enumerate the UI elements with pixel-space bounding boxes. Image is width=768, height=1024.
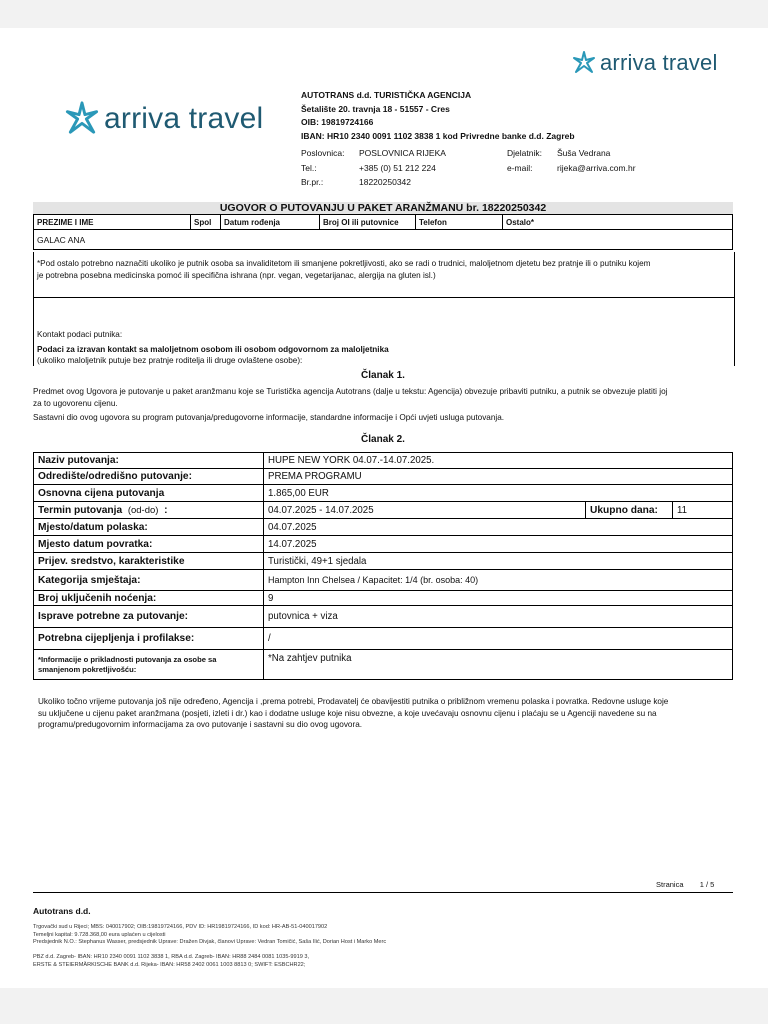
passenger-name: GALAC ANA xyxy=(34,230,733,250)
return-value: 14.07.2025 xyxy=(264,536,733,553)
col-gender: Spol xyxy=(191,215,221,230)
col-id-number: Broj OI ili putovnice xyxy=(320,215,416,230)
special-needs-note: *Pod ostalo potrebno naznačiti ukoliko je putnik osoba sa invaliditetom ili smanjene pokretljivosti, ako se radi o trudnici, maloljetnom djetetu bez pratnje ili o putniku kojem je potrebna posebna medicinska pomoć ili specifična ishrana (npr. vegan, vegetarijanac, alergija na gluten isl.) xyxy=(37,259,651,280)
vaccination-value: / xyxy=(264,628,733,650)
documents-label: Isprave potrebne za putovanje: xyxy=(34,606,264,628)
employee-value: Šuša Vedrana xyxy=(557,148,611,158)
page-value: 1 / 5 xyxy=(699,880,715,889)
vaccination-label: Potrebna cijepljenja i profilakse: xyxy=(34,628,264,650)
minor-contact-title: Podaci za izravan kontakt sa maloljetnom osobom ili osobom odgovornom za maloljetnika xyxy=(37,345,389,354)
email-value[interactable]: rijeka@arriva.com.hr xyxy=(557,162,636,173)
agency-iban: IBAN: HR10 2340 0091 1102 3838 1 kod Privredne banke d.d. Zagreb xyxy=(301,130,575,141)
table-row xyxy=(34,606,733,628)
arriva-star-icon xyxy=(572,50,596,76)
employee-label: Djelatnik: xyxy=(507,148,542,158)
departure-value: 04.07.2025 xyxy=(264,519,733,536)
table-row xyxy=(34,536,733,553)
page-number xyxy=(656,880,714,889)
table-row xyxy=(34,502,733,519)
col-other: Ostalo* xyxy=(503,215,733,230)
destination-label: Odredište/odredišno putovanje: xyxy=(34,469,264,485)
notes-box xyxy=(33,252,735,366)
logo-text: arriva travel xyxy=(600,50,718,75)
arriva-star-icon xyxy=(64,100,100,138)
footer-company: Autotrans d.d. xyxy=(33,906,91,916)
col-name: PREZIME I IME xyxy=(34,215,191,230)
table-row xyxy=(34,628,733,650)
office-contact xyxy=(301,146,636,190)
trip-name-value: HUPE NEW YORK 04.07.-14.07.2025. xyxy=(264,453,733,469)
page-label: Stranica xyxy=(656,880,684,889)
documents-value: putovnica + viza xyxy=(264,606,733,628)
transport-label: Prijev. sredstvo, karakteristike xyxy=(34,553,264,570)
departure-label: Mjesto/datum polaska: xyxy=(34,519,264,536)
minor-contact-sub: (ukoliko maloljetnik putuje bez pratnje roditelja ili druge ovlaštene osobe): xyxy=(37,356,303,365)
article-2-title: Članak 2. xyxy=(361,434,405,445)
arriva-travel-logo xyxy=(64,100,263,138)
nights-value: 9 xyxy=(264,591,733,606)
col-birthdate: Datum rođenja xyxy=(221,215,320,230)
nights-label: Broj uključenih noćenja: xyxy=(34,591,264,606)
trip-name-label: Naziv putovanja: xyxy=(34,453,264,469)
trip-details-table xyxy=(33,452,733,680)
agency-name: AUTOTRANS d.d. TURISTIČKA AGENCIJA xyxy=(301,90,472,100)
return-label: Mjesto datum povratka: xyxy=(34,536,264,553)
contract-number-value: 18220250342 xyxy=(359,177,412,187)
passenger-table-header xyxy=(34,215,733,230)
accommodation-value: Hampton Inn Chelsea / Kapacitet: 1/4 (br. osoba: 40) xyxy=(264,570,733,591)
table-row xyxy=(34,230,733,250)
table-row xyxy=(34,453,733,469)
article-1-title: Članak 1. xyxy=(361,370,405,381)
footer-legal-info: Trgovački sud u Rijeci; MBS: 040017902; OIB:19819724166, PDV ID: HR19819724166, ID kod: HR-AB-51-040017902 Temeljni kapital: 9.728.368,00 eura uplaćen u cijelosti Predsjednik N.O.: Stephanus Wasser, predsjednik Uprave: Dražen Divjak, članovi Uprave: Vedran Tomičić, Saša Ilić, Dorian Host i Marko Merc xyxy=(33,924,387,945)
col-phone: Telefon xyxy=(416,215,503,230)
travel-period-value: 04.07.2025 - 14.07.2025 xyxy=(264,502,586,519)
footer-bank-info: PBZ d.d. Zagreb- IBAN: HR10 2340 0091 1102 3838 1, RBA d.d. Zagreb- IBAN: HR88 2484 0081 1035-9919 3, ERSTE & STEIERMÄRKISCHE BANK d.d. Rijeka- IBAN: HR58 2402 0061 1003 8813 0; SWIFT: ESBCHR22; xyxy=(33,954,310,968)
total-days-value: 11 xyxy=(673,502,733,519)
contract-page xyxy=(0,28,768,988)
travel-period-label: Termin putovanja (od-do) : xyxy=(34,502,264,519)
table-row xyxy=(34,650,733,680)
email-label: e-mail: xyxy=(507,162,533,173)
agency-info xyxy=(301,89,575,143)
office-label: Poslovnica: xyxy=(301,148,345,158)
base-price-label: Osnovna cijena putovanja xyxy=(34,485,264,502)
tel-value: +385 (0) 51 212 224 xyxy=(359,162,436,173)
table-row xyxy=(34,485,733,502)
passenger-table xyxy=(33,214,733,250)
table-row xyxy=(34,553,733,570)
agency-oib: OIB: 19819724166 xyxy=(301,117,374,127)
article-2-after-text: Ukoliko točno vrijeme putovanja još nije određeno, Agencija i ,prema potrebi, Prodavatelj će obavijestiti putnika o približnom vremenu polaska i povratka. Redovne usluge koje su uključene u cijenu paket aranžmana (posjeti, izleti i dr.) kao i dodatne usluge koje nisu obvezne, a koje uvećavaju osnovnu cijenu i plaćaju se u Agenciji navedene su na programu/predugovornim informacijama za ovo putovanje i sastavni su dio ovog ugovora. xyxy=(38,697,669,729)
divider xyxy=(34,297,734,298)
total-days-label: Ukupno dana: xyxy=(586,502,673,519)
table-row xyxy=(34,591,733,606)
logo-text: arriva travel xyxy=(104,102,264,135)
arriva-travel-logo-small xyxy=(572,50,718,76)
article-1-paragraph-1: Predmet ovog Ugovora je putovanje u paket aranžmanu koje se Turistička agencija Autotrans (dalje u tekstu: Agencija) obvezuje pribaviti putniku, a putnik se obvezuje platiti joj za to ugovorenu cijenu. xyxy=(33,387,668,408)
contract-number-label: Br.pr.: xyxy=(301,177,324,187)
mobility-info-label: *Informacije o prikladnosti putovanja za osobe sa smanjenom pokretljivošću: xyxy=(34,650,264,680)
destination-value: PREMA PROGRAMU xyxy=(264,469,733,485)
footer-divider xyxy=(33,892,733,893)
contract-title: UGOVOR O PUTOVANJU U PAKET ARANŽMANU br. 18220250342 xyxy=(33,202,733,214)
mobility-info-value: *Na zahtjev putnika xyxy=(264,650,733,680)
transport-value: Turistički, 49+1 sjedala xyxy=(264,553,733,570)
agency-address: Šetalište 20. travnja 18 - 51557 - Cres xyxy=(301,103,450,114)
tel-label: Tel.: xyxy=(301,162,317,173)
accommodation-label: Kategorija smještaja: xyxy=(34,570,264,591)
article-1-paragraph-2: Sastavni dio ovog ugovora su program putovanja/predugovorne informacije, standardne informacije i Opći uvjeti usluga putovanja. xyxy=(33,413,505,422)
table-row xyxy=(34,570,733,591)
contact-title: Kontakt podaci putnika: xyxy=(37,330,123,339)
base-price-value: 1.865,00 EUR xyxy=(264,485,733,502)
table-row xyxy=(34,469,733,485)
office-value: POSLOVNICA RIJEKA xyxy=(359,148,446,158)
table-row xyxy=(34,519,733,536)
